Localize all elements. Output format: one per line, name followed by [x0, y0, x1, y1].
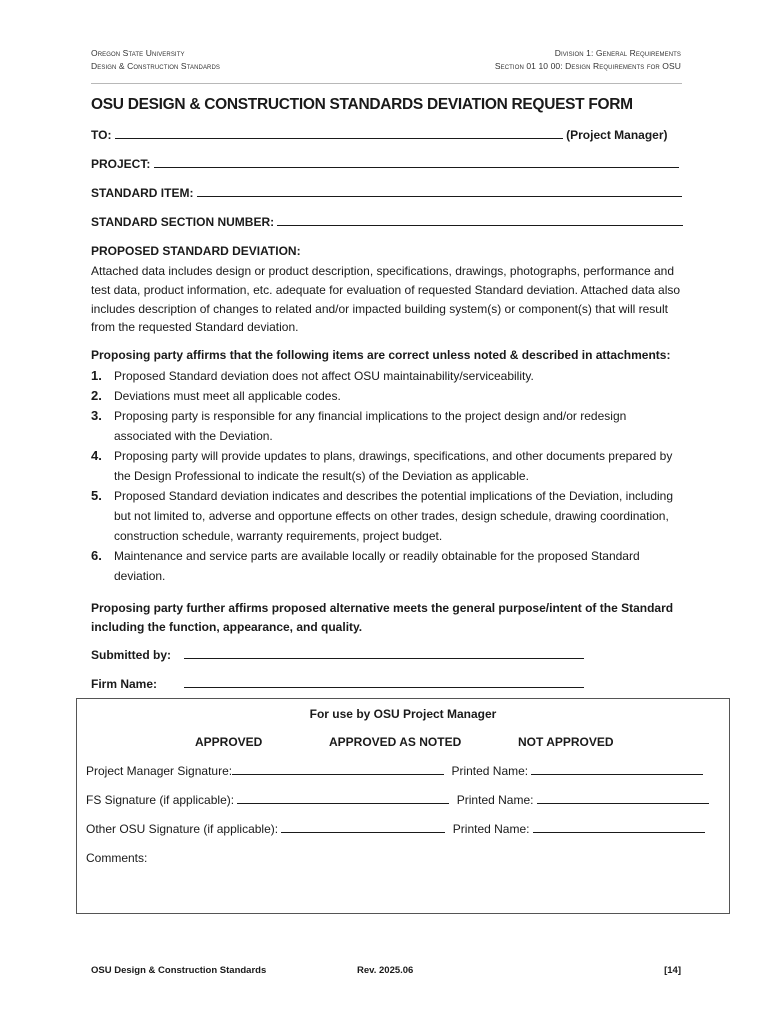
header-divider [91, 83, 682, 84]
header-university: Oregon State University [91, 48, 185, 58]
submitted-by-label: Submitted by: [91, 648, 171, 662]
header-section: Section 01 10 00: Design Requirements for OSU [494, 61, 681, 71]
header-division: Division 1: General Requirements [554, 48, 681, 58]
list-number: 1. [91, 368, 102, 383]
to-input[interactable] [115, 128, 563, 139]
header-standards: Design & Construction Standards [91, 61, 221, 71]
section-number-input[interactable] [277, 215, 683, 226]
form-title: OSU DESIGN & CONSTRUCTION STANDARDS DEVIATION REQUEST FORM [91, 96, 633, 113]
other-signature-row [86, 822, 705, 836]
printed-name-label: Printed Name: [451, 764, 529, 778]
list-number: 2. [91, 388, 102, 403]
comments-label: Comments: [86, 851, 148, 865]
list-text: Proposing party will provide updates to plans, drawings, specifications, and other documents prepared by the Design Professional to indicate the result(s) of the Deviation as applicable. [114, 449, 673, 483]
further-affirmation: Proposing party further affirms proposed alternative meets the general purpose/intent of the Standard including the function, appearance, and quality. [91, 601, 674, 634]
approved-as-noted-option[interactable]: APPROVED AS NOTED [329, 735, 462, 749]
to-label: TO: [91, 128, 112, 142]
list-text: Proposing party is responsible for any financial implications to the project design and/or redesign associated with the Deviation. [114, 409, 627, 443]
pm-printed-name-input[interactable] [531, 764, 703, 775]
section-number-field-row [91, 215, 683, 229]
list-number: 3. [91, 408, 102, 423]
list-text: Deviations must meet all applicable codes. [114, 389, 341, 403]
other-signature-input[interactable] [281, 822, 445, 833]
list-text: Maintenance and service parts are available locally or readily obtainable for the proposed Standard deviation. [114, 549, 640, 583]
fs-signature-input[interactable] [237, 793, 449, 804]
section-number-label: STANDARD SECTION NUMBER: [91, 215, 275, 229]
approval-box [76, 698, 730, 914]
firm-name-row [91, 677, 584, 691]
list-text: Proposed Standard deviation indicates and describes the potential implications of the Deviation, including but not limited to, adverse and opportune effects on other trades, design schedule, drawing coordination, construction schedule, warranty requirements, project budget. [114, 489, 674, 543]
firm-name-input[interactable] [184, 677, 584, 688]
fs-signature-label: FS Signature (if applicable): [86, 793, 235, 807]
affirmation-list [91, 366, 681, 586]
pm-signature-label: Project Manager Signature: [86, 764, 233, 778]
standard-item-input[interactable] [197, 186, 682, 197]
standard-item-field-row [91, 186, 682, 200]
list-item [91, 366, 681, 386]
fs-printed-name-input[interactable] [537, 793, 709, 804]
project-input[interactable] [154, 157, 679, 168]
proposed-deviation-heading: PROPOSED STANDARD DEVIATION: [91, 244, 301, 258]
printed-name-label: Printed Name: [452, 822, 530, 836]
list-item [91, 546, 681, 586]
header-right [495, 47, 681, 73]
pm-signature-input[interactable] [232, 764, 444, 775]
header-left [91, 47, 220, 73]
list-number: 4. [91, 448, 102, 463]
list-item [91, 486, 681, 546]
standard-item-label: STANDARD ITEM: [91, 186, 194, 200]
printed-name-label: Printed Name: [456, 793, 534, 807]
list-text: Proposed Standard deviation does not affect OSU maintainability/serviceability. [114, 369, 534, 383]
footer-page-number: [14] [664, 965, 681, 976]
list-item [91, 406, 681, 446]
project-label: PROJECT: [91, 157, 151, 171]
submitted-by-input[interactable] [184, 648, 584, 659]
list-number: 5. [91, 488, 102, 503]
submitted-by-row [91, 648, 584, 662]
other-printed-name-input[interactable] [533, 822, 705, 833]
project-field-row [91, 157, 679, 171]
firm-name-label: Firm Name: [91, 677, 158, 691]
other-signature-label: Other OSU Signature (if applicable): [86, 822, 279, 836]
footer-left: OSU Design & Construction Standards [91, 965, 267, 976]
approval-box-title: For use by OSU Project Manager [309, 707, 497, 721]
proposed-deviation-text: Attached data includes design or product description, specifications, drawings, photographs, performance and test data, product information, etc. adequate for evaluation of requested Standard deviation. Attached data also includes description of changes to related and/or impacted building system(s) or component(s) that will result from the requested Standard deviation. [91, 264, 681, 335]
fs-signature-row [86, 793, 709, 807]
affirm-heading: Proposing party affirms that the following items are correct unless noted & described in attachments: [91, 348, 671, 362]
pm-signature-row [86, 764, 703, 778]
list-item [91, 446, 681, 486]
not-approved-option[interactable]: NOT APPROVED [518, 735, 614, 749]
to-field-row [91, 128, 668, 142]
footer-revision: Rev. 2025.06 [357, 965, 414, 976]
list-item [91, 386, 681, 406]
list-number: 6. [91, 548, 102, 563]
to-suffix: (Project Manager) [566, 128, 668, 142]
approved-option[interactable]: APPROVED [195, 735, 263, 749]
